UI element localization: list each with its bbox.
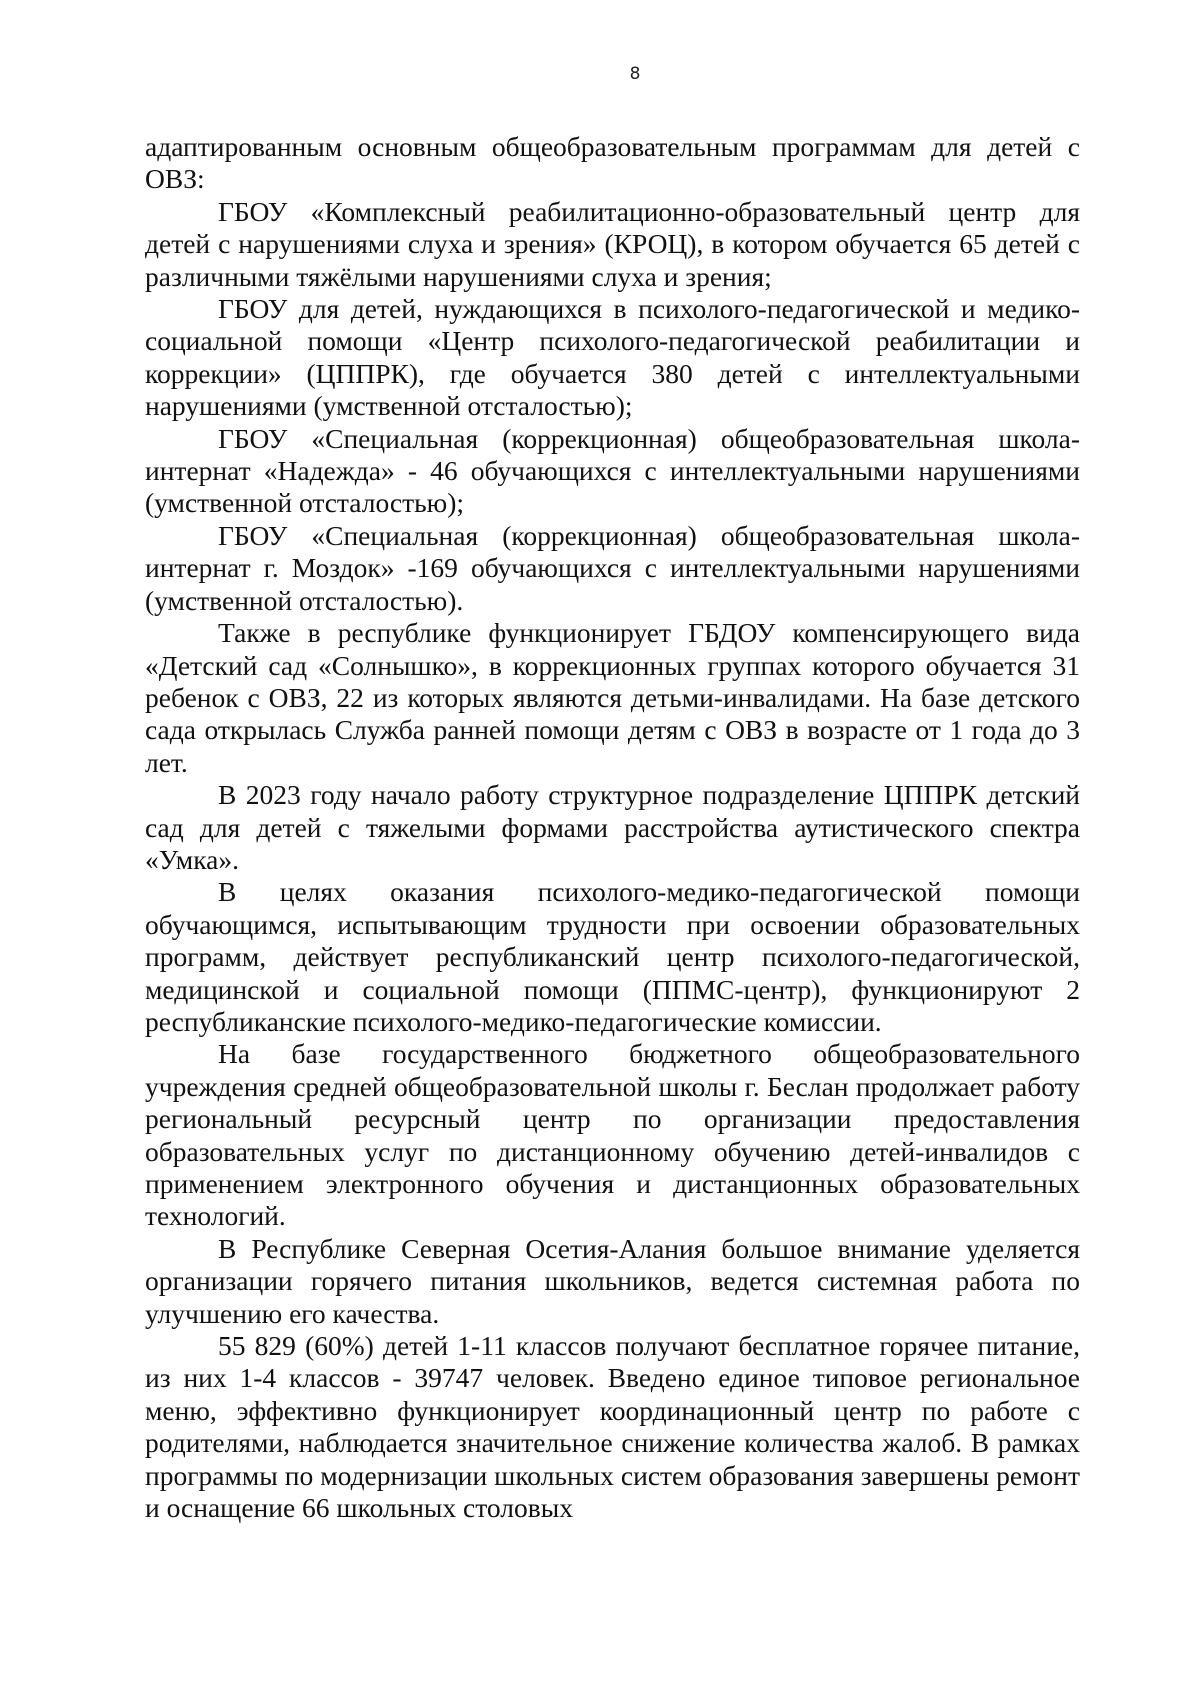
paragraph-mozdok: ГБОУ «Специальная (коррекционная) общеобразовательная школа-интернат г. Моздок» -169 обучающихся с интеллектуальными нарушениями (умственной отсталостью). (145, 519, 1080, 616)
paragraph-cpprk: ГБОУ для детей, нуждающихся в психолого-педагогической и медико-социальной помощи «Центр психолого-педагогической реабилитации и коррекции» (ЦППРК), где обучается 380 детей с интеллектуальными нарушениями (умственной отсталостью); (145, 293, 1080, 422)
document-body (145, 131, 1080, 1524)
page-number: 8 (629, 64, 641, 84)
paragraph-hot-meals-intro: В Республике Северная Осетия-Алания большое внимание уделяется организации горячего питания школьников, ведется системная работа по улучшению его качества. (145, 1232, 1080, 1329)
paragraph-ppms-center: В целях оказания психолого-медико-педагогической помощи обучающимся, испытывающим трудности при освоении образовательных программ, действует республиканский центр психолого-педагогической, медицинской и социальной помощи (ППМС-центр), функционируют 2 республиканские психолого-медико-педагогические комиссии. (145, 876, 1080, 1037)
paragraph-kroc: ГБОУ «Комплексный реабилитационно-образовательный центр для детей с нарушениями слуха и зрения» (КРОЦ), в котором обучается 65 детей с различными тяжёлыми нарушениями слуха и зрения; (145, 195, 1080, 292)
paragraph-nadezhda: ГБОУ «Специальная (коррекционная) общеобразовательная школа-интернат «Надежда» - 46 обучающихся с интеллектуальными нарушениями (умственной отсталостью); (145, 422, 1080, 519)
paragraph-hot-meals-stats: 55 829 (60%) детей 1-11 классов получают бесплатное горячее питание, из них 1-4 классов - 39747 человек. Введено единое типовое региональное меню, эффективно функционирует координационный центр по работе с родителями, наблюдается значительное снижение количества жалоб. В рамках программы по модернизации школьных систем образования завершены ремонт и оснащение 66 школьных столовых (145, 1330, 1080, 1524)
paragraph-continuation: адаптированным основным общеобразовательным программам для детей с ОВЗ: (145, 131, 1080, 195)
paragraph-solnyshko: Также в республике функционирует ГБДОУ компенсирующего вида «Детский сад «Солнышко», в коррекционных группах которого обучается 31 ребенок с ОВЗ, 22 из которых являются детьми-инвалидами. На базе детского сада открылась Служба ранней помощи детям с ОВЗ в возрасте от 1 года до 3 лет. (145, 617, 1080, 778)
paragraph-umka: В 2023 году начало работу структурное подразделение ЦППРК детский сад для детей с тяжелыми формами расстройства аутистического спектра «Умка». (145, 779, 1080, 875)
paragraph-beslan-resource-center: На базе государственного бюджетного общеобразовательного учреждения средней общеобразовательной школы г. Беслан продолжает работу региональный ресурсный центр по организации предоставления образовательных услуг по дистанционному обучению детей-инвалидов с применением электронного обучения и дистанционных образовательных технологий. (145, 1038, 1080, 1232)
